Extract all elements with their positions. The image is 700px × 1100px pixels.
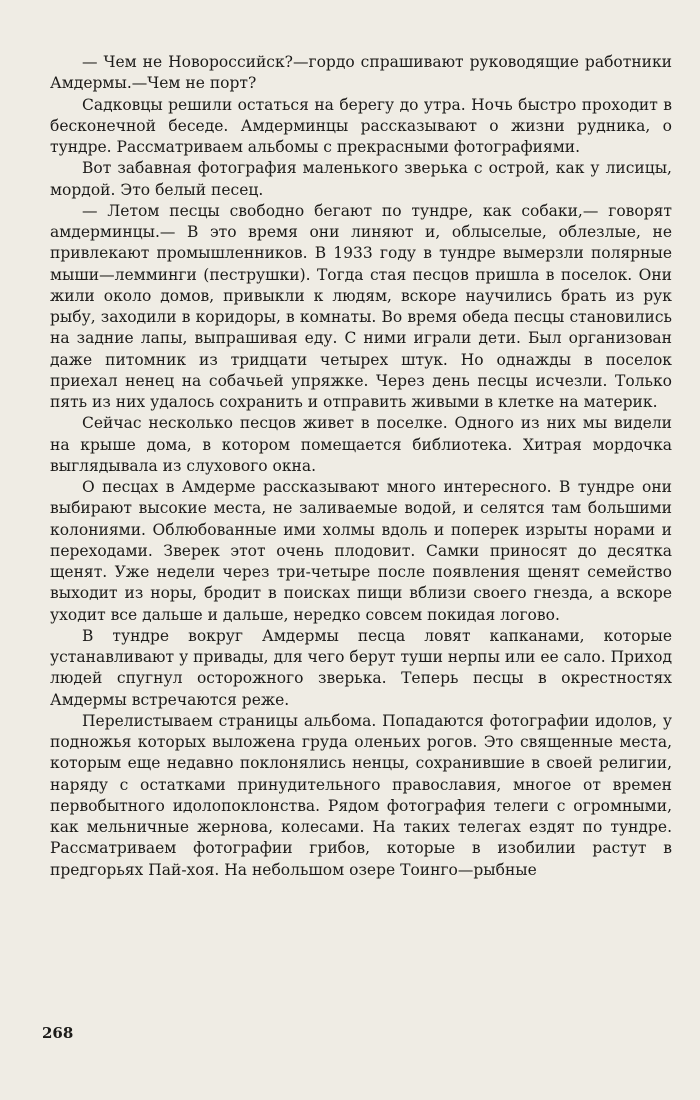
page-number: 268 [42,1024,74,1042]
paragraph: Сейчас несколько песцов живет в поселке. Одного из них мы видели на крыше дома, в котором помещается библиотека. Хитрая мордочка выглядывала из слухового окна. [50,414,672,475]
paragraph: Садковцы решили остаться на берегу до утра. Ночь быстро проходит в бесконечной беседе. Амдерминцы рассказывают о жизни рудника, о тундре. Рассматриваем альбомы с прекрасными фотографиями. [50,95,672,156]
paragraph: В тундре вокруг Амдермы песца ловят капканами, которые устанавливают у привады, для чего берут туши нерпы или ее сало. Приход людей спугнул осторожного зверька. Теперь песцы в окрестностях Амдермы встречаются реже. [50,626,672,709]
paragraph: Вот забавная фотография маленького зверька с острой, как у лисицы, мордой. Это белый песец. [50,159,672,199]
paragraph: — Летом песцы свободно бегают по тундре, как собаки,— говорят амдерминцы.— В это время они линяют и, облыселые, облезлые, не привлекают промышленников. В 1933 году в тундре вымерзли полярные мыши—лемминги (пеструшки). Тогда стая песцов пришла в поселок. Они жили около домов, привыкли к людям, вскоре научились брать из рук рыбу, заходили в коридоры, в комнаты. Во время обеда песцы становились на задние лапы, выпрашивая еду. С ними играли дети. Был организован даже питомник из тридцати четырех штук. Но однажды в поселок приехал ненец на собачьей упряжке. Через день песцы исчезли. Только пять из них удалось сохранить и отправить живыми в клетке на материк. [50,201,672,411]
page-text [50,52,672,881]
paragraph: Перелистываем страницы альбома. Попадаются фотографии идолов, у подножья которых выложена груда оленьих рогов. Это священные места, которым еще недавно поклонялись ненцы, сохранившие в своей религии, наряду с остатками принудительного православия, многое от времен первобытного идолопоклонства. Рядом фотография телеги с огромными, как мельничные жернова, колесами. На таких телегах ездят по тундре. Рассматриваем фотографии грибов, которые в изобилии растут в предгорьях Пай-хоя. На небольшом озере Тоинго—рыбные [50,711,672,879]
paragraph: О песцах в Амдерме рассказывают много интересного. В тундре они выбирают высокие места, не заливаемые водой, и селятся там большими колониями. Облюбованные ими холмы вдоль и поперек изрыты норами и переходами. Зверек этот очень плодовит. Самки приносят до десятка щенят. Уже недели через три-четыре после появления щенят семейство выходит из норы, бродит в поисках пищи вблизи своего гнезда, а вскоре уходит все дальше и дальше, нередко совсем покидая логово. [50,478,672,624]
paragraph: — Чем не Новороссийск?—гордо спрашивают руководящие работники Амдермы.—Чем не порт? [50,53,672,93]
